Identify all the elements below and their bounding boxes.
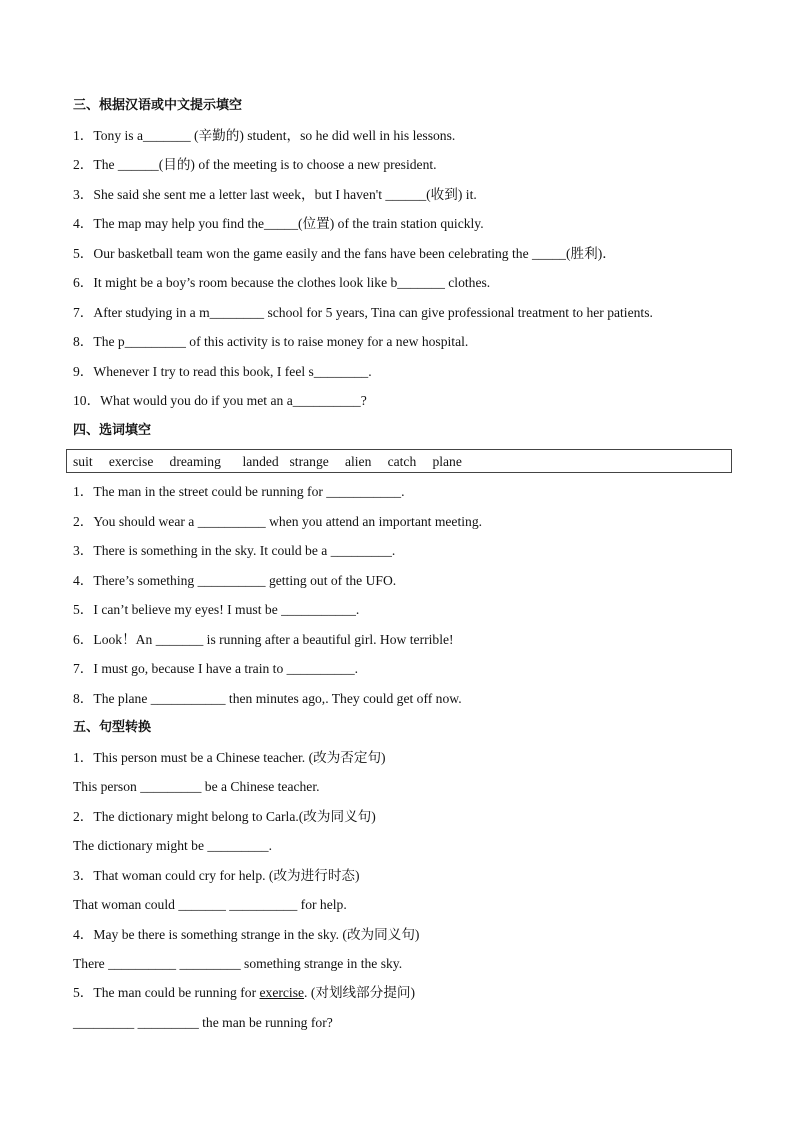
section-3-item-2: 2．The ______(目的) of the meeting is to choose a new president. <box>73 157 437 172</box>
section-4-item-7: 7．I must go, because I have a train to __________. <box>73 661 359 676</box>
section-5-item-1: 1．This person must be a Chinese teacher. (改为否定句) <box>73 750 386 765</box>
underlined-word: exercise <box>259 985 305 1000</box>
section-4-heading: 四、选词填空 <box>73 423 152 438</box>
word-box <box>66 449 732 473</box>
section-3-item-9: 9．Whenever I try to read this book, I feel s________. <box>73 364 372 379</box>
section-3-item-7: 7．After studying in a m________ school for 5 years, Tina can give professional treatment to her patients. <box>73 305 653 320</box>
section-4-item-4: 4．There’s something __________ getting out of the UFO. <box>73 573 397 588</box>
word-box-words: suit exercise dreaming landed strange alien catch plane <box>73 454 462 469</box>
section-3-item-5: 5．Our basketball team won the game easily and the fans have been celebrating the _____(胜利)． <box>73 246 616 261</box>
section-5-item-3: 3．That woman could cry for help. (改为进行时态) <box>73 868 360 883</box>
section-5-answer-2: The dictionary might be _________. <box>73 838 272 853</box>
section-4-item-8: 8．The plane ___________ then minutes ago,. They could get off now. <box>73 691 462 706</box>
section-3-heading: 三、根据汉语或中文提示填空 <box>73 98 243 113</box>
section-3-item-4: 4．The map may help you find the_____(位置) of the train station quickly. <box>73 216 484 231</box>
section-4-item-3: 3．There is something in the sky. It could be a _________. <box>73 543 396 558</box>
section-3-item-1: 1．Tony is a_______ (辛勤的) student，so he did well in his lessons. <box>73 128 456 143</box>
section-5-answer-1: This person _________ be a Chinese teacher. <box>73 779 320 794</box>
section-5-item-5 <box>73 984 415 1002</box>
section-4-item-5: 5．I can’t believe my eyes! I must be ___________. <box>73 602 360 617</box>
section-5-answer-3: That woman could _______ __________ for help. <box>73 897 347 912</box>
section-3-item-6: 6．It might be a boy’s room because the clothes look like b_______ clothes. <box>73 275 491 290</box>
section-5-answer-4: There __________ _________ something strange in the sky. <box>73 956 403 971</box>
section-5-item-4: 4．May be there is something strange in the sky. (改为同义句) <box>73 927 420 942</box>
section-3-item-8: 8．The p_________ of this activity is to raise money for a new hospital. <box>73 334 469 349</box>
section-4-item-1: 1．The man in the street could be running for ___________. <box>73 484 405 499</box>
section-5-heading: 五、句型转换 <box>73 720 152 735</box>
section-5-answer-5: _________ _________ the man be running for? <box>73 1015 333 1030</box>
section-5-item-5-tail: . (对划线部分提问) <box>304 985 416 1000</box>
section-3-item-10: 10．What would you do if you met an a__________? <box>73 393 367 408</box>
section-5-item-2: 2．The dictionary might belong to Carla.(改为同义句) <box>73 809 376 824</box>
section-4-item-2: 2．You should wear a __________ when you attend an important meeting. <box>73 514 483 529</box>
section-5-item-5-text: 5．The man could be running for <box>73 985 257 1000</box>
section-4-item-6: 6．Look！An _______ is running after a beautiful girl. How terrible! <box>73 632 454 647</box>
section-3-item-3: 3．She said she sent me a letter last week，but I haven't ______(收到) it. <box>73 187 477 202</box>
